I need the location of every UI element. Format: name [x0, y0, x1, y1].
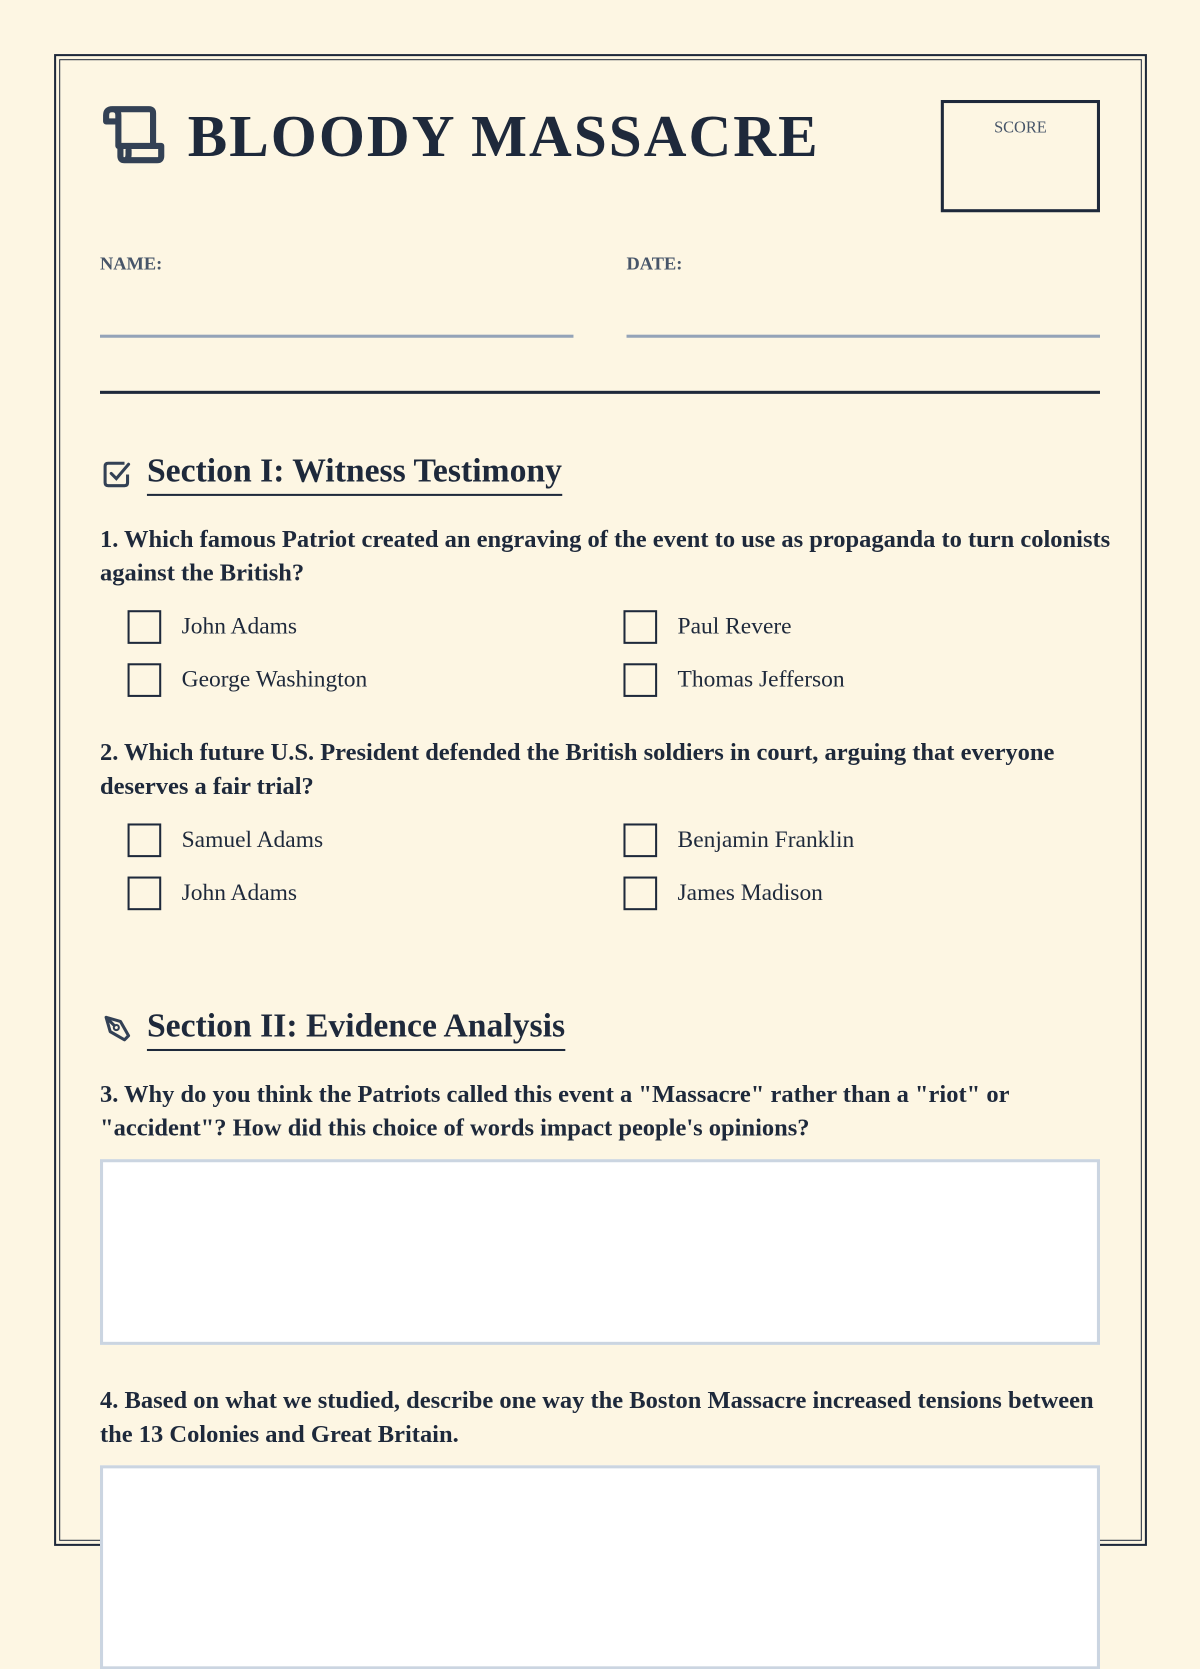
q2-option-1[interactable] [128, 822, 324, 857]
name-label: NAME: [99, 253, 163, 274]
q1-option-3[interactable] [128, 662, 368, 697]
pen-nib-icon [102, 1013, 133, 1044]
q1-option-2[interactable] [623, 609, 791, 644]
option-label: John Adams [181, 879, 298, 906]
q1-option-4[interactable] [623, 662, 844, 697]
worksheet-title: BLOODY MASSACRE [187, 103, 820, 170]
checkbox[interactable] [128, 663, 162, 697]
date-label: DATE: [626, 253, 683, 274]
q1-option-1[interactable] [128, 609, 297, 644]
question-1-text: 1. Which famous Patriot created an engraving of the event to use as propaganda to turn colonists against the British? [99, 526, 1111, 587]
date-field[interactable] [627, 335, 1100, 338]
checkbox[interactable] [623, 876, 657, 910]
option-label: John Adams [181, 613, 298, 639]
question-2-text: 2. Which future U.S. President defended the British soldiers in court, arguing that everyone deserves a fair trial? [99, 739, 1055, 800]
q2-option-3[interactable] [128, 876, 297, 911]
option-label: Paul Revere [677, 613, 792, 639]
option-label: George Washington [181, 666, 368, 692]
section-2-heading: Section II: Evidence Analysis [147, 1006, 565, 1051]
option-label: Thomas Jefferson [677, 666, 845, 692]
question-4-text: 4. Based on what we studied, describe one way the Boston Massacre increased tensions between the 13 Colonies and Great Britain. [99, 1387, 1094, 1448]
checkbox[interactable] [623, 663, 657, 697]
score-label: SCORE [994, 119, 1047, 137]
question-4-answer-box[interactable] [100, 1465, 1100, 1669]
checkbox[interactable] [128, 610, 162, 644]
option-label: Benjamin Franklin [677, 826, 855, 853]
checkbox[interactable] [623, 610, 657, 644]
section-1-heading: Section I: Witness Testimony [147, 451, 562, 496]
score-box [941, 100, 1100, 212]
checkbox[interactable] [623, 823, 657, 857]
header-divider [100, 391, 1100, 394]
question-3-answer-box[interactable] [100, 1159, 1100, 1345]
q2-option-4[interactable] [623, 876, 822, 911]
option-label: Samuel Adams [181, 826, 324, 853]
name-field[interactable] [100, 335, 573, 338]
scroll-icon [102, 105, 165, 164]
option-label: James Madison [677, 879, 823, 906]
checkbox[interactable] [128, 876, 162, 910]
q2-option-2[interactable] [623, 822, 854, 857]
checkbox-icon [102, 459, 133, 490]
question-3-text: 3. Why do you think the Patriots called this event a "Massacre" rather than a "riot" or "accident"? How did this choice of words impact people's opinions? [99, 1081, 1010, 1142]
checkbox[interactable] [128, 823, 162, 857]
